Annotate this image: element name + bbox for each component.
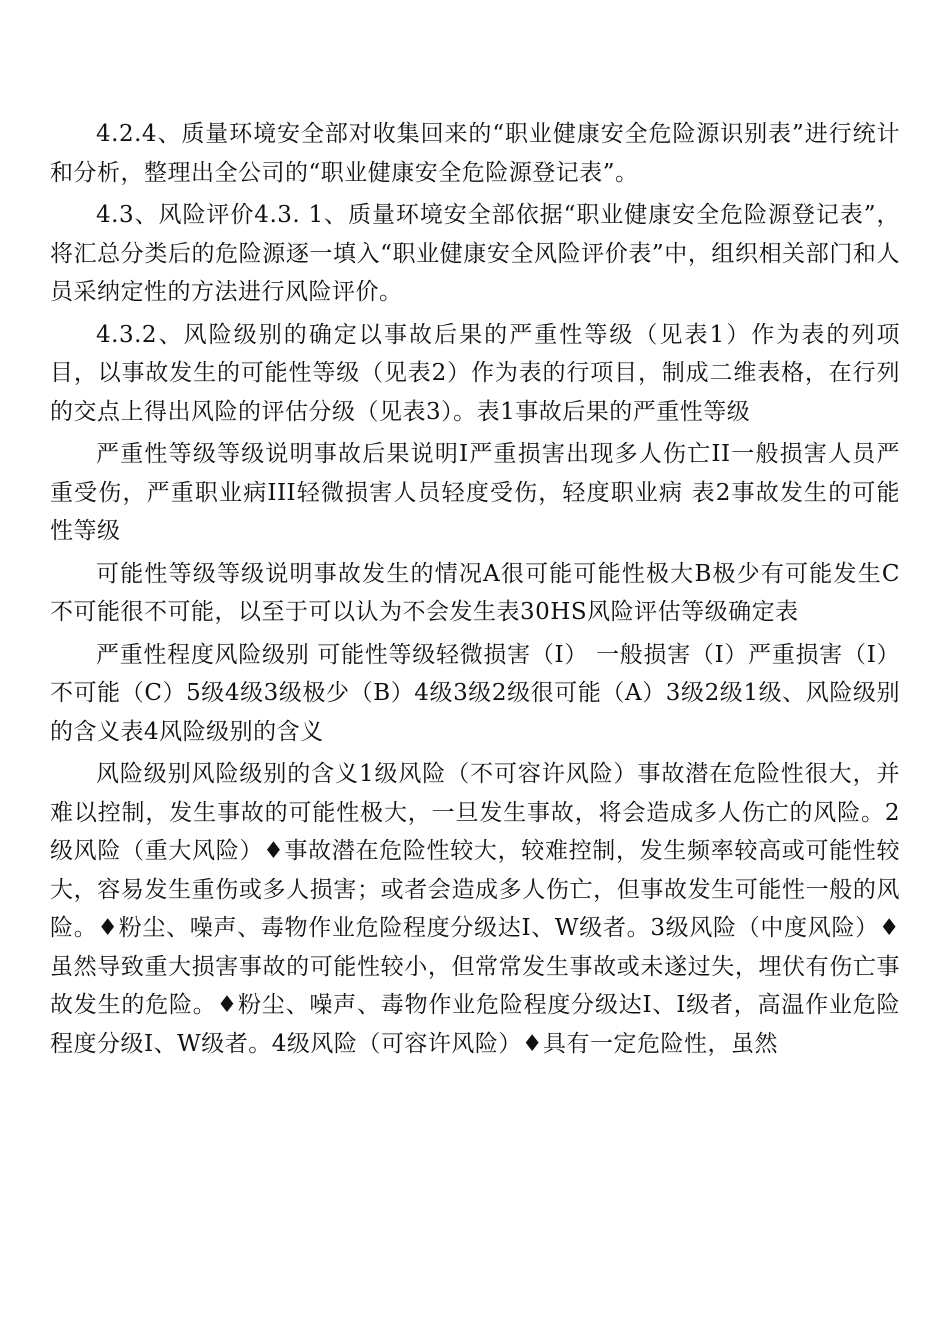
document-page — [50, 115, 900, 1067]
paragraph-risk-level-meaning: 风险级别风险级别的含义1级风险（不可容许风险）事故潜在危险性很大，并难以控制，发生事故的可能性极大，一旦发生事故，将会造成多人伤亡的风险。2级风险（重大风险）♦事故潜在危险性较大，较难控制，发生频率较高或可能性较大，容易发生重伤或多人损害；或者会造成多人伤亡，但事故发生可能性一般的风险。♦粉尘、噪声、毒物作业危险程度分级达I、W级者。3级风险（中度风险）♦虽然导致重大损害事故的可能性较小，但常常发生事故或未遂过失，埋伏有伤亡事故发生的危险。♦粉尘、噪声、毒物作业危险程度分级达I、I级者，高温作业危险程度分级I、W级者。4级风险（可容许风险）♦具有一定危险性，虽然 — [50, 761, 900, 1057]
paragraph-severity-levels: 严重性等级等级说明事故后果说明I严重损害出现多人伤亡II一般损害人员严重受伤，严重职业病III轻微损害人员轻度受伤，轻度职业病 表2事故发生的可能性等级 — [50, 441, 900, 544]
paragraph-4-2-4: 4.2.4、质量环境安全部对收集回来的“职业健康安全危险源识别表”进行统计和分析，整理出全公司的“职业健康安全危险源登记表”。 — [50, 121, 900, 186]
paragraph-4-3-2-risk-level: 4.3.2、风险级别的确定以事故后果的严重性等级（见表1）作为表的列项目，以事故发生的可能性等级（见表2）作为表的行项目，制成二维表格，在行列的交点上得出风险的评估分级（见表3）。表1事故后果的严重性等级 — [50, 321, 900, 425]
paragraph-risk-matrix: 严重性程度风险级别 可能性等级轻微损害（I） 一般损害（I）严重损害（I）不可能（C）5级4级3级极少（B）4级3级2级很可能（A）3级2级1级、风险级别的含义表4风险级别的含义 — [50, 641, 900, 745]
paragraph-likelihood-levels: 可能性等级等级说明事故发生的情况A很可能可能性极大B极少有可能发生C不可能很不可能，以至于可以认为不会发生表30HS风险评估等级确定表 — [50, 560, 900, 625]
paragraph-4-3-risk-evaluation: 4.3、风险评价4.3. 1、质量环境安全部依据“职业健康安全危险源登记表”，将汇总分类后的危险源逐一填入“职业健康安全风险评价表”中，组织相关部门和人员采纳定性的方法进行风险评价。 — [50, 202, 900, 305]
